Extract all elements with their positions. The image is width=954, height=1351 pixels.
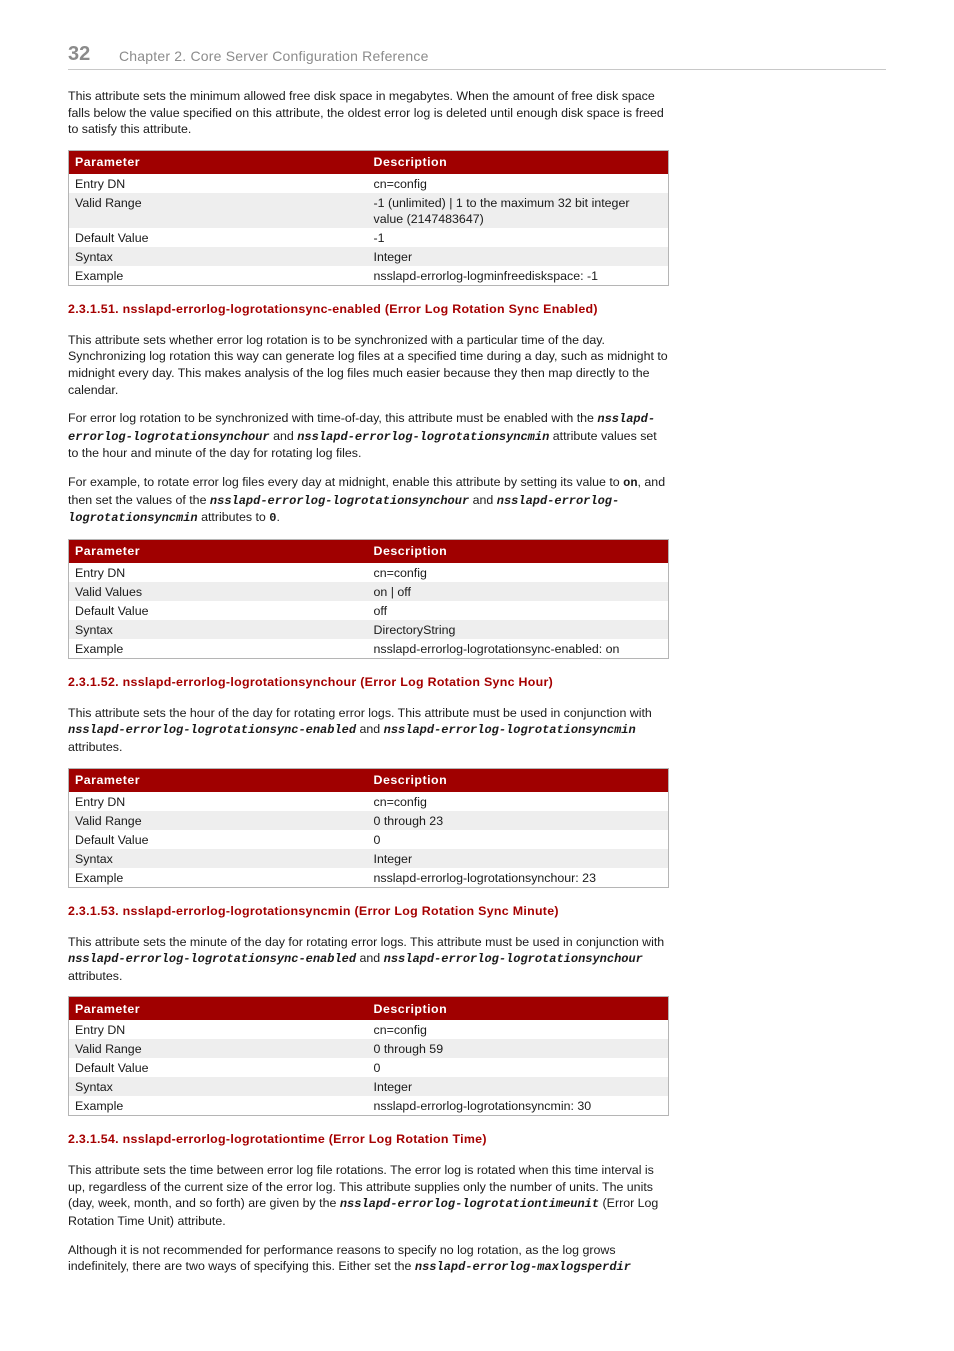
attr-synchour: nsslapd-errorlog-logrotationsynchour bbox=[68, 412, 656, 444]
table-header-parameter: Parameter bbox=[69, 150, 368, 174]
page-number: 32 bbox=[68, 43, 91, 65]
attr-syncmin: nsslapd-errorlog-logrotationsyncmin bbox=[383, 723, 636, 738]
table-row bbox=[69, 792, 669, 811]
description-cell: -1 bbox=[373, 230, 385, 245]
parameter-cell: Default Value bbox=[75, 832, 149, 847]
table-row bbox=[69, 639, 669, 659]
table-row bbox=[69, 1077, 669, 1096]
parameter-cell: Example bbox=[75, 268, 124, 283]
chapter-title: Chapter 2. Core Server Configuration Reference bbox=[119, 48, 429, 64]
intro-paragraph: This attribute sets the minimum allowed free disk space in megabytes. When the amount of free disk space falls below the value specified on this attribute, the oldest error log is deleted until enough disk space is freed to satisfy this attribute. bbox=[68, 89, 664, 137]
description-cell: cn=config bbox=[373, 794, 427, 809]
table-header-parameter: Parameter bbox=[69, 768, 368, 792]
attr-sync-enabled: nsslapd-errorlog-logrotationsync-enabled bbox=[68, 952, 357, 967]
sec51-paragraph-2: For error log rotation to be synchronized with time-of-day, this attribute must be enabled with the nsslapd-errorlog-logrotationsynchour and nsslapd-errorlog-logrotationsyncmin attribute values set to the hour and minute of the day for rotating log files. bbox=[68, 411, 657, 461]
value-zero: 0 bbox=[269, 511, 277, 526]
description-cell: Integer bbox=[368, 849, 669, 868]
attr-syncmin: nsslapd-errorlog-logrotationsyncmin bbox=[297, 429, 550, 444]
table-row bbox=[69, 1096, 669, 1116]
description-cell: nsslapd-errorlog-logrotationsync-enabled: on bbox=[373, 641, 620, 656]
attr-sync-enabled: nsslapd-errorlog-logrotationsync-enabled bbox=[68, 723, 357, 738]
table-header-description: Description bbox=[368, 768, 669, 792]
param-table-4 bbox=[68, 996, 669, 1116]
description-cell: 0 through 23 bbox=[368, 811, 669, 830]
table-row bbox=[69, 563, 669, 582]
parameter-cell: Default Value bbox=[75, 603, 149, 618]
parameter-cell: Entry DN bbox=[75, 176, 126, 191]
parameter-cell: Syntax bbox=[69, 247, 368, 266]
parameter-cell: Valid Range bbox=[69, 193, 368, 228]
table-row bbox=[69, 247, 669, 266]
description-cell: cn=config bbox=[373, 1023, 427, 1038]
table-row bbox=[69, 266, 669, 286]
table-row bbox=[69, 1020, 669, 1039]
table-row bbox=[69, 174, 669, 193]
parameter-cell: Syntax bbox=[69, 620, 368, 639]
parameter-cell: Valid Range bbox=[69, 1039, 368, 1058]
attr-syncmin: nsslapd-errorlog-logrotationsyncmin bbox=[68, 493, 620, 526]
table-header-description: Description bbox=[368, 150, 669, 174]
description-cell: cn=config bbox=[373, 176, 427, 191]
table-row bbox=[69, 811, 669, 830]
section-title-2-3-1-53: 2.3.1.53. nsslapd-errorlog-logrotationsyncmin (Error Log Rotation Sync Minute) bbox=[68, 903, 559, 918]
table-row bbox=[69, 601, 669, 620]
description-cell: nsslapd-errorlog-logminfreediskspace: -1 bbox=[373, 268, 599, 283]
table-header-parameter: Parameter bbox=[69, 997, 368, 1021]
section-title-2-3-1-52: 2.3.1.52. nsslapd-errorlog-logrotationsynchour (Error Log Rotation Sync Hour) bbox=[68, 674, 554, 689]
parameter-cell: Entry DN bbox=[75, 1023, 126, 1038]
description-cell: 0 through 59 bbox=[368, 1039, 669, 1058]
sec53-paragraph-1: This attribute sets the minute of the day for rotating error logs. This attribute must be used in conjunction with nsslapd-errorlog-logrotationsync-enabled and nsslapd-errorlog-logrotationsynchour attributes. bbox=[68, 934, 665, 983]
parameter-cell: Example bbox=[75, 641, 124, 656]
table-row bbox=[69, 582, 669, 601]
sec52-paragraph-1: This attribute sets the hour of the day for rotating error logs. This attribute must be used in conjunction with nsslapd-errorlog-logrotationsync-enabled and nsslapd-errorlog-logrotationsyncmin attributes. bbox=[68, 705, 652, 754]
sec54-paragraph-1: This attribute sets the time between error log file rotations. The error log is rotated when this time interval is up, regardless of the current size of the error log. This attribute supplies only the number of units. The units (day, week, month, and so forth) are given by the nsslapd-errorlog-logrotationtimeunit (Error Log Rotation Time Unit) attribute. bbox=[68, 1163, 659, 1229]
section-title-2-3-1-51: 2.3.1.51. nsslapd-errorlog-logrotationsync-enabled (Error Log Rotation Sync Enabled) bbox=[68, 301, 598, 316]
parameter-cell: Syntax bbox=[69, 849, 368, 868]
attr-maxlogsperdir: nsslapd-errorlog-maxlogsperdir bbox=[414, 1260, 631, 1275]
table-header-parameter: Parameter bbox=[69, 539, 368, 563]
parameter-cell: Example bbox=[75, 870, 124, 885]
attr-synchour: nsslapd-errorlog-logrotationsynchour bbox=[383, 952, 643, 967]
page-header bbox=[68, 43, 886, 70]
page-content bbox=[68, 88, 669, 1276]
param-table-2 bbox=[68, 539, 669, 659]
description-cell: nsslapd-errorlog-logrotationsyncmin: 30 bbox=[373, 1099, 592, 1114]
parameter-cell: Example bbox=[75, 1099, 124, 1114]
description-cell: cn=config bbox=[373, 565, 427, 580]
parameter-cell: Default Value bbox=[75, 230, 149, 245]
attr-synchour: nsslapd-errorlog-logrotationsynchour bbox=[209, 493, 470, 508]
description-cell: on | off bbox=[368, 582, 669, 601]
section-title-2-3-1-54: 2.3.1.54. nsslapd-errorlog-logrotationtime (Error Log Rotation Time) bbox=[68, 1132, 487, 1147]
description-cell: Integer bbox=[368, 1077, 669, 1096]
table-row bbox=[69, 849, 669, 868]
parameter-cell: Entry DN bbox=[75, 794, 126, 809]
table-header-description: Description bbox=[368, 997, 669, 1021]
sec54-paragraph-2: Although it is not recommended for performance reasons to specify no log rotation, as the log grows indefinitely, there are two ways of specifying this. Either set the nsslapd-errorlog-maxlogsperdir bbox=[68, 1242, 631, 1275]
description-cell: 0 bbox=[373, 832, 381, 847]
parameter-cell: Valid Values bbox=[69, 582, 368, 601]
parameter-cell: Entry DN bbox=[75, 565, 126, 580]
param-table-1 bbox=[68, 150, 669, 286]
table-row bbox=[69, 228, 669, 247]
value-on: on bbox=[623, 475, 638, 490]
parameter-cell: Valid Range bbox=[69, 811, 368, 830]
table-row bbox=[69, 868, 669, 888]
description-cell: 0 bbox=[373, 1061, 381, 1076]
table-row bbox=[69, 193, 669, 228]
description-cell: off bbox=[373, 603, 388, 618]
attr-timeunit: nsslapd-errorlog-logrotationtimeunit bbox=[339, 1197, 600, 1212]
parameter-cell: Default Value bbox=[75, 1061, 149, 1076]
description-cell: nsslapd-errorlog-logrotationsynchour: 23 bbox=[373, 870, 596, 885]
description-cell: Integer bbox=[368, 247, 669, 266]
parameter-cell: Syntax bbox=[69, 1077, 368, 1096]
table-row bbox=[69, 620, 669, 639]
sec51-paragraph-3: For example, to rotate error log files every day at midnight, enable this attribute by setting its value to on, and then set the values of the nsslapd-errorlog-logrotationsynchour and nsslapd-errorlog-logrotationsyncmin attributes to 0. bbox=[68, 474, 666, 526]
description-cell: -1 (unlimited) | 1 to the maximum 32 bit integer value (2147483647) bbox=[368, 193, 669, 228]
sec51-paragraph-1: This attribute sets whether error log rotation is to be synchronized with a particular time of the day. Synchronizing log rotation this way can generate log files at a specified time during a day, such as midnight to midnight every day. This makes analysis of the log files much easier because they then map directly to the calendar. bbox=[68, 332, 668, 397]
table-row bbox=[69, 1058, 669, 1077]
description-cell: DirectoryString bbox=[368, 620, 669, 639]
table-row bbox=[69, 1039, 669, 1058]
param-table-3 bbox=[68, 768, 669, 888]
table-row bbox=[69, 830, 669, 849]
table-header-description: Description bbox=[368, 539, 669, 563]
